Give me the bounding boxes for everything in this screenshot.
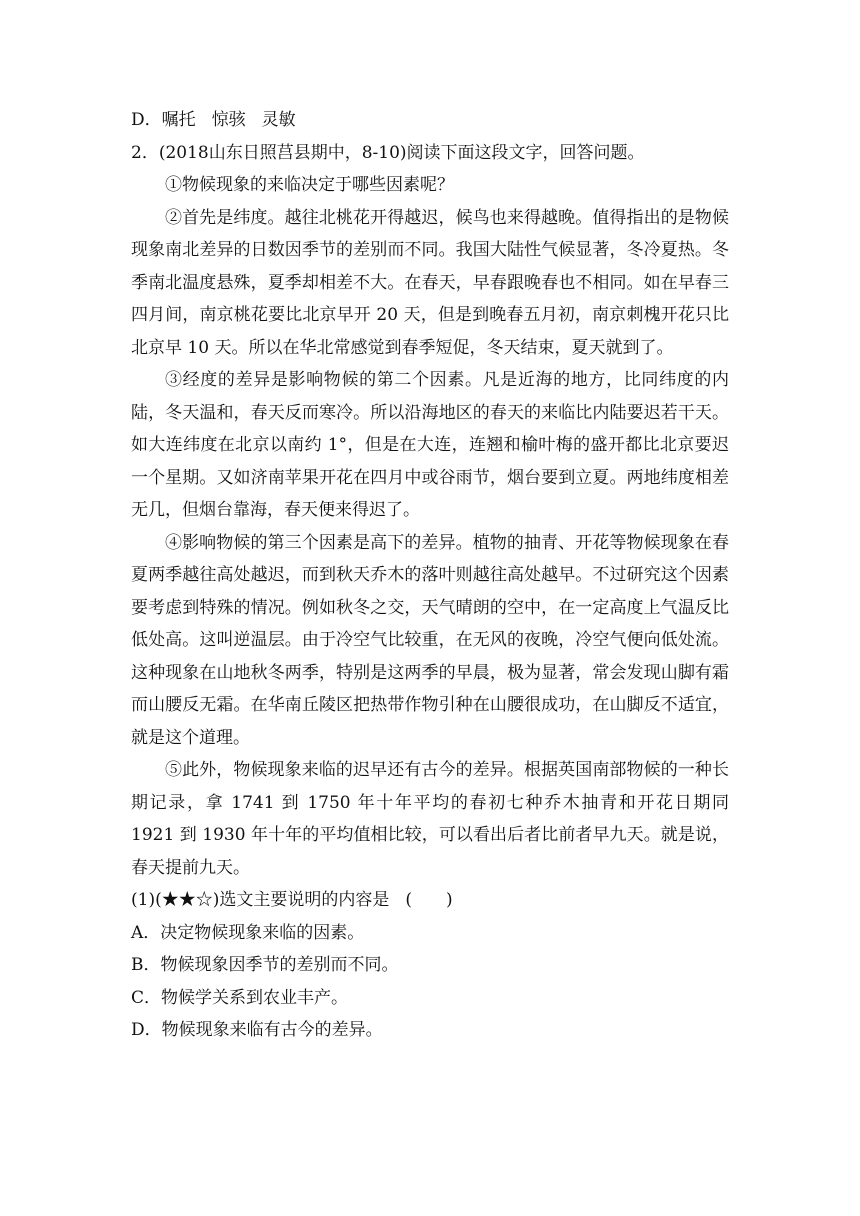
option-label: D． <box>131 1020 162 1040</box>
sub-question-text: 选文主要说明的内容是 <box>219 890 390 910</box>
answer-option-a <box>131 917 729 950</box>
option-text: 物候现象因季节的差别而不同。 <box>160 955 399 975</box>
difficulty-stars: (★★☆) <box>155 890 220 910</box>
option-label: A． <box>131 922 161 943</box>
question-number: 2． <box>131 142 159 163</box>
option-label: B． <box>131 955 161 975</box>
answer-option-c <box>131 982 729 1015</box>
option-label: D． <box>131 110 162 130</box>
question-prompt: 阅读下面这段文字，回答问题。 <box>406 142 645 163</box>
option-word: 惊骇 <box>211 110 246 130</box>
document-page <box>131 104 729 1047</box>
option-text: 物候学关系到农业丰产。 <box>161 987 349 1008</box>
answer-option-b <box>131 949 729 982</box>
passage-paragraph: ③经度的差异是影响物候的第二个因素。凡是近海的地方，比同纬度的内陆，冬天温和，春天反而寒冷。所以沿海地区的春天的来临比内陆要迟若干天。如大连纬度在北京以南约 1°，但是在大连，连翘和榆叶梅的盛开都比北京要迟一个星期。又如济南苹果开花在四月中或谷雨节，烟台要到立夏。两地纬度相差无几，但烟台靠海，春天便来得迟了。 <box>131 370 729 520</box>
option-word: 灵敏 <box>261 110 296 130</box>
answer-blank: ( ) <box>405 890 453 910</box>
previous-option-d <box>131 104 729 137</box>
option-text: 物候现象来临有古今的差异。 <box>161 1020 383 1040</box>
answer-option-d <box>131 1014 729 1047</box>
passage-paragraph: ①物候现象的来临决定于哪些因素呢？ <box>165 175 454 195</box>
reading-passage <box>131 169 729 884</box>
passage-paragraph: ⑤此外，物候现象来临的迟早还有古今的差异。根据英国南部物候的一种长期记录，拿 1741 到 1750 年十年平均的春初七种乔木抽青和开花日期同 1921 到 1930 年十年的平均值相比较，可以看出后者比前者早九天。就是说，春天提前九天。 <box>131 760 729 878</box>
option-label: C． <box>131 987 162 1008</box>
option-word: 嘱托 <box>161 110 196 130</box>
passage-paragraph: ②首先是纬度。越往北桃花开得越迟，候鸟也来得越晚。值得指出的是物候现象南北差异的日数因季节的差别而不同。我国大陆性气候显著，冬冷夏热。冬季南北温度悬殊，夏季却相差不大。在春天，早春跟晚春也不相同。如在早春三四月间，南京桃花要比北京早开 20 天，但是到晚春五月初，南京刺槐开花只比北京早 10 天。所以在华北常感觉到春季短促，冬天结束，夏天就到了。 <box>131 207 729 358</box>
sub-question-number: (1) <box>131 890 156 910</box>
question-header <box>131 137 729 170</box>
sub-question-stem <box>131 884 729 917</box>
question-source: (2018山东日照莒县期中，8-10) <box>158 142 407 163</box>
passage-paragraph: ④影响物候的第三个因素是高下的差异。植物的抽青、开花等物候现象在春夏两季越往高处越迟，而到秋天乔木的落叶则越往高处越早。不过研究这个因素要考虑到特殊的情况。例如秋冬之交，天气晴朗的空中，在一定高度上气温反比低处高。这叫逆温层。由于冷空气比较重，在无风的夜晚，冷空气便向低处流。这种现象在山地秋冬两季，特别是这两季的早晨，极为显著，常会发现山脚有霜而山腰反无霜。在华南丘陵区把热带作物引种在山腰很成功，在山脚反不适宜，就是这个道理。 <box>131 532 729 748</box>
option-text: 决定物候现象来临的因素。 <box>160 922 365 943</box>
